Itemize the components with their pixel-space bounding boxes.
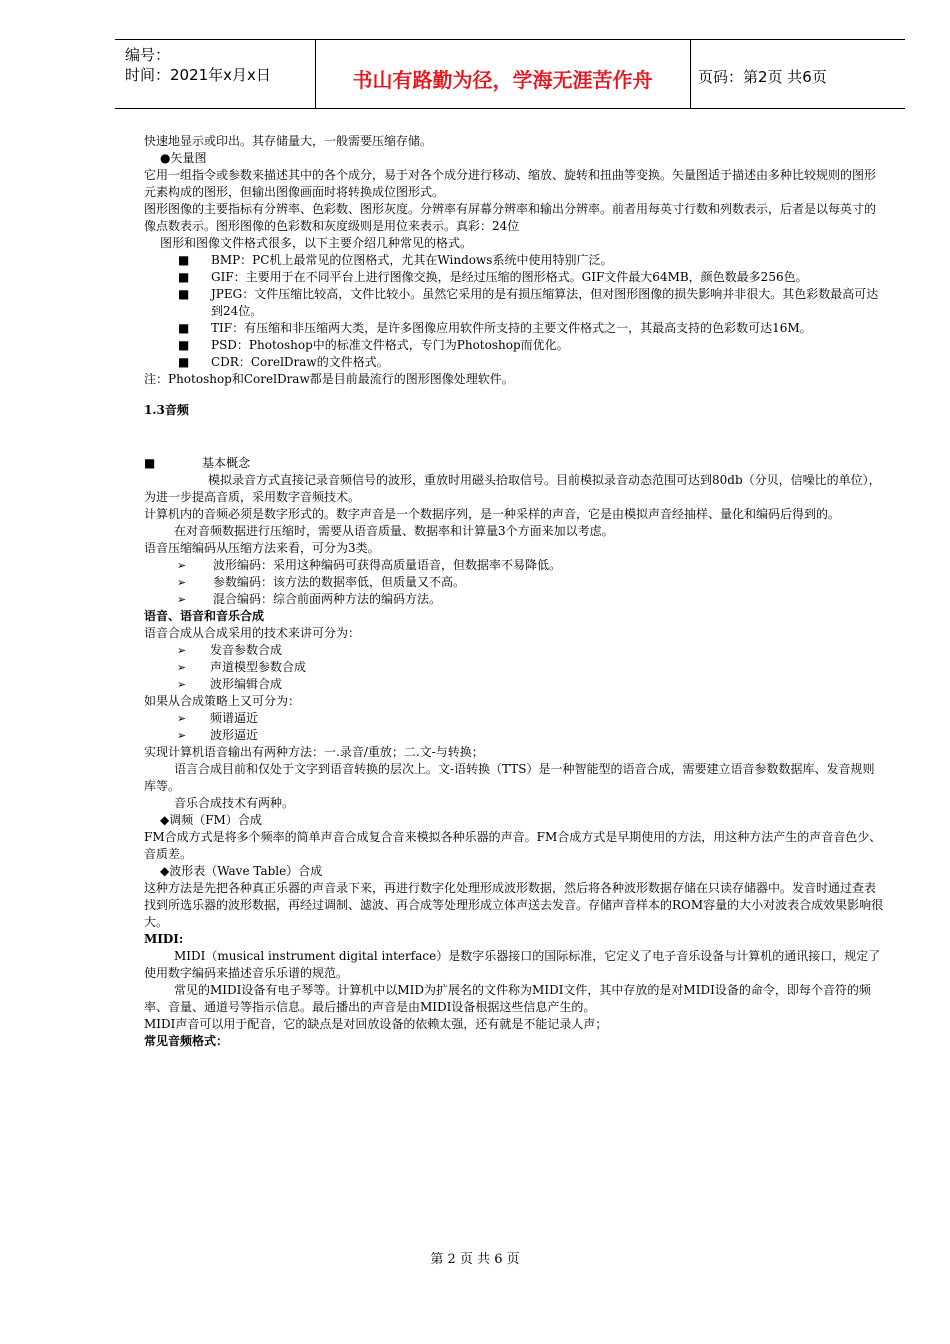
wavetable-heading: ◆波形表（Wave Table）合成	[160, 864, 323, 878]
paragraph: FM合成方式是将多个频率的简单声音合成复合音来模拟各种乐器的声音。FM合成方式是早期使用的方法，用这种方法产生的声音音色少、音质差。	[144, 830, 882, 861]
page-header	[115, 39, 905, 109]
subsection-title: 语音、语音和音乐合成	[144, 609, 265, 623]
paragraph: MIDI（musical instrument digital interface）是数字乐器接口的国际标准，它定义了电子音乐设备与计算机的通讯接口，规定了使用数字编码来描述音乐乐谱的规范。	[144, 949, 881, 980]
arrow-bullet-icon: ➢	[177, 559, 187, 572]
paragraph: 在对音频数据进行压缩时，需要从语音质量、数据率和计算量3个方面来加以考虑。	[174, 524, 614, 538]
list-item: ■ JPEG：文件压缩比较高，文件比较小。虽然它采用的是有损压缩算法，但对图形图像的损失影响并非很大。其色彩数最高可达到24位。	[178, 287, 879, 318]
list-item: ■ CDR：CorelDraw的文件格式。	[178, 355, 389, 369]
paragraph: 快速地显示或印出。其存储量大，一般需要压缩存储。	[144, 134, 433, 148]
arrow-bullet-icon: ➢	[177, 729, 187, 742]
list-item: ➢ 混合编码：综合前面两种方法的编码方法。	[177, 592, 442, 606]
document-time: 时间：2021年x月x日	[125, 66, 271, 84]
header-motto-cell	[315, 40, 691, 108]
square-bullet-icon: ■	[178, 321, 190, 335]
header-motto: 书山有路勤为径，学海无涯苦作舟	[352, 68, 653, 92]
list-item: ➢ 频谱逼近	[177, 711, 259, 725]
paragraph: 模拟录音方式直接记录音频信号的波形，重放时用磁头拾取信号。目前模拟录音动态范围可达到80db（分贝，信噪比的单位），为进一步提高音质，采用数字音频技术。	[144, 473, 881, 504]
note: 注：Photoshop和CorelDraw都是目前最流行的图形图像处理软件。	[144, 372, 514, 386]
paragraph: 它用一组指令或参数来描述其中的各个成分，易于对各个成分进行移动、缩放、旋转和扭曲等变换。矢量图适于描述由多种比较规则的图形元素构成的图形，但输出图像画面时将转换成位图形式。	[144, 168, 877, 199]
concept-heading: ■ 基本概念	[144, 456, 251, 470]
paragraph: 图形图像的主要指标有分辨率、色彩数、图形灰度。分辨率有屏幕分辨率和输出分辨率。前者用每英寸行数和列数表示，后者是以每英寸的像点数表示。图形图像的色彩数和灰度级则是用位来表示。真彩：24位	[144, 202, 877, 233]
section-title: 1.3音频	[144, 403, 189, 417]
list-item: ➢ 发音参数合成	[177, 643, 283, 657]
list-item: ➢ 波形逼近	[177, 728, 259, 742]
vector-heading: ●矢量图	[160, 151, 207, 165]
arrow-bullet-icon: ➢	[177, 576, 187, 589]
paragraph: 语言合成目前和仅处于文字到语音转换的层次上。文-语转换（TTS）是一种智能型的语音合成，需要建立语音参数数据库、发音规则库等。	[144, 762, 875, 793]
list-item: ■ TIF：有压缩和非压缩两大类，是许多图像应用软件所支持的主要文件格式之一，其最高支持的色彩数可达16M。	[178, 321, 812, 335]
paragraph: 计算机内的音频必须是数字形式的。数字声音是一个数据序列，是一种采样的声音，它是由模拟声音经抽样、量化和编码后得到的。	[144, 507, 841, 521]
subsection-title: MIDI:	[144, 932, 184, 946]
list-item: ➢ 声道模型参数合成	[177, 660, 307, 674]
square-bullet-icon: ■	[178, 253, 190, 267]
arrow-bullet-icon: ➢	[177, 644, 187, 657]
arrow-bullet-icon: ➢	[177, 661, 187, 674]
arrow-bullet-icon: ➢	[177, 678, 187, 691]
paragraph: 常见的MIDI设备有电子琴等。计算机中以MID为扩展名的文件称为MIDI文件，其中存放的是对MIDI设备的命令，即每个音符的频率、音量、通道号等指示信息。最后播出的声音是由MIDI设备根据这些信息产生的。	[144, 983, 871, 1014]
paragraph: 实现计算机语音输出有两种方法：一.录音/重放；二.文-与转换；	[144, 745, 484, 759]
paragraph: MIDI声音可以用于配音，它的缺点是对回放设备的依赖太强，还有就是不能记录人声；	[144, 1017, 608, 1031]
square-bullet-icon: ■	[178, 355, 190, 369]
square-bullet-icon: ■	[178, 338, 190, 352]
paragraph: 图形和图像文件格式很多，以下主要介绍几种常见的格式。	[160, 236, 473, 250]
document-number: 编号：	[125, 46, 171, 64]
square-bullet-icon: ■	[178, 287, 190, 301]
subsection-title: 常见音频格式：	[144, 1034, 229, 1048]
fm-heading: ◆调频（FM）合成	[160, 813, 262, 827]
list-item: ➢ 波形编辑合成	[177, 677, 283, 691]
arrow-bullet-icon: ➢	[177, 712, 187, 725]
list-item: ➢ 参数编码：该方法的数据率低，但质量又不高。	[177, 575, 466, 589]
paragraph: 如果从合成策略上又可分为：	[144, 694, 301, 708]
list-item: ■ GIF：主要用于在不同平台上进行图像交换，是经过压缩的图形格式。GIF文件最大64MB，颜色数最多256色。	[178, 270, 808, 284]
list-item: ➢ 波形编码：采用这种编码可获得高质量语音，但数据率不易降低。	[177, 558, 562, 572]
paragraph: 音乐合成技术有两种。	[174, 796, 295, 810]
square-bullet-icon: ■	[144, 456, 156, 470]
paragraph: 语音压缩编码从压缩方法来看，可分为3类。	[144, 541, 380, 555]
header-page-cell	[690, 40, 905, 108]
square-bullet-icon: ■	[178, 270, 190, 284]
header-page-number: 页码：第2页 共6页	[698, 68, 827, 86]
arrow-bullet-icon: ➢	[177, 593, 187, 606]
paragraph: 这种方法是先把各种真正乐器的声音录下来，再进行数字化处理形成波形数据，然后将各种波形数据存储在只读存储器中。发音时通过查表找到所选乐器的波形数据，再经过调制、滤波、再合成等处理形成立体声送去发音。存储声音样本的ROM容量的大小对波表合成效果影响很大。	[144, 881, 884, 929]
document-body	[144, 133, 884, 1050]
header-meta-cell	[115, 40, 316, 108]
paragraph: 语音合成从合成采用的技术来讲可分为：	[144, 626, 361, 640]
list-item: ■ BMP：PC机上最常见的位图格式，尤其在Windows系统中使用特别广泛。	[178, 253, 613, 267]
page-footer: 第 2 页 共 6 页	[430, 1252, 520, 1267]
list-item: ■ PSD：Photoshop中的标准文件格式，专门为Photoshop而优化。	[178, 338, 569, 352]
